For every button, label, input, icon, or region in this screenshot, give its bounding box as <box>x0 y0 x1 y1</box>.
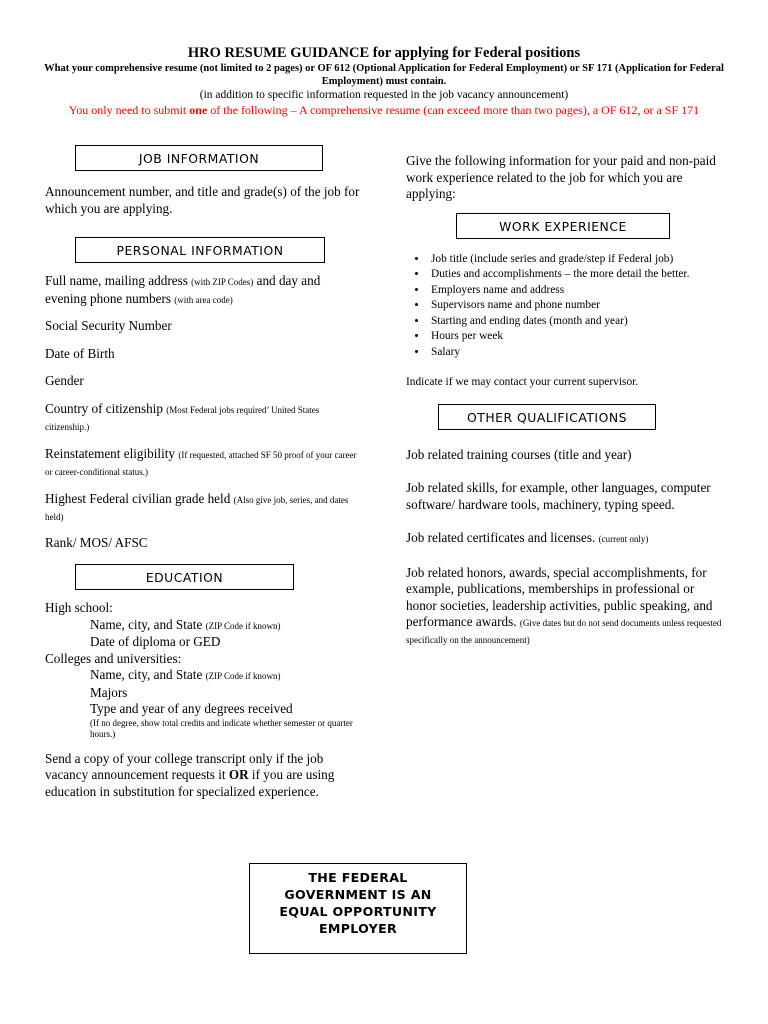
full-name-text: Full name, mailing address <box>45 273 192 288</box>
list-item: • Job title (include series and grade/step if Federal job) <box>428 252 726 268</box>
citizenship-text: Country of citizenship <box>45 400 167 416</box>
grade-note: (Also give job, series, and dates held) <box>45 494 349 522</box>
list-item: • Starting and ending dates (month and year) <box>428 314 726 330</box>
transcript-pre: Send a copy of your college transcript only if the job vacancy announcement requests it <box>45 750 324 782</box>
full-name-item <box>45 273 360 308</box>
work-experience-list <box>406 252 726 361</box>
honors-note: (Give dates but do not send documents unless requested specifically on the announcement) <box>406 618 722 645</box>
area-code-note: (with area code) <box>174 294 233 305</box>
other-qualifications-heading: OTHER QUALIFICATIONS <box>438 404 656 430</box>
citizenship-note: (Most Federal jobs required’ United States citizenship.) <box>45 404 320 432</box>
college-name-text: Name, city, and State <box>90 667 206 682</box>
grade-item <box>45 491 360 526</box>
list-item: • Hours per week <box>428 329 726 345</box>
majors-item: Majors <box>90 684 128 700</box>
list-item: • Employers name and address <box>428 283 726 299</box>
document-title: HRO RESUME GUIDANCE for applying for Federal positions <box>187 45 581 61</box>
transcript-emphasis: OR <box>228 767 249 782</box>
training-item: Job related training courses (title and year) <box>406 446 632 462</box>
phone-text: and day and evening phone numbers <box>45 273 321 306</box>
eeo-line-1: THE FEDERAL <box>308 870 408 885</box>
list-item: • Supervisors name and phone number <box>428 298 726 314</box>
work-experience-heading: WORK EXPERIENCE <box>456 213 670 239</box>
equal-opportunity-statement <box>249 863 467 954</box>
document-header <box>0 45 768 118</box>
degrees-item: Type and year of any degrees received <box>90 701 293 716</box>
college-name-item <box>45 667 360 685</box>
left-column <box>45 145 360 800</box>
hs-name-item <box>45 617 360 635</box>
submission-notice-emphasis: one <box>189 103 208 117</box>
submission-notice-post: of the following – A comprehensive resume (can exceed more than two pages), a OF 612, or a SF 171 <box>207 103 700 117</box>
degrees-note: (If no degree, show total credits and indicate whether semester or quarter hours.) <box>90 717 353 739</box>
certificates-text: Job related certificates and licenses. <box>406 530 599 545</box>
hs-diploma-item: Date of diploma or GED <box>90 634 221 649</box>
rank-item: Rank/ MOS/ AFSC <box>45 534 148 550</box>
transcript-text <box>45 751 360 801</box>
submission-notice-pre: You only need to submit <box>68 103 190 117</box>
zip-note: (with ZIP Codes) <box>191 277 254 287</box>
list-item: • Salary <box>428 345 726 361</box>
work-intro-text: Give the following information for your paid and non-paid work experience related to the job for which you are applying: <box>406 153 716 201</box>
grade-text: Highest Federal civilian grade held <box>45 490 234 506</box>
honors-text: Job related honors, awards, special accomplishments, for example, publications, memberships in professional or honor societies, leadership activities, public speaking, and performance awards. <box>406 564 713 629</box>
ssn-item: Social Security Number <box>45 318 172 333</box>
high-school-label: High school: <box>45 600 113 615</box>
eeo-line-2: GOVERNMENT IS AN <box>284 887 432 902</box>
header-note: (in addition to specific information requested in the job vacancy announcement) <box>199 89 569 101</box>
skills-item: Job related skills, for example, other languages, computer software/ hardware tools, machinery, typing speed. <box>406 480 711 512</box>
college-zip-note: (ZIP Code if known) <box>205 671 281 681</box>
eeo-line-4: EMPLOYER <box>318 921 398 936</box>
transcript-post: if you are using education in substitution for specialized experience. <box>45 767 335 799</box>
hs-name-text: Name, city, and State <box>90 616 206 632</box>
submission-notice <box>0 102 768 118</box>
reinstatement-note: (If requested, attached SF 50 proof of your career or career-conditional status.) <box>45 449 357 477</box>
dob-item: Date of Birth <box>45 345 115 361</box>
hs-zip-note: (ZIP Code if known) <box>205 620 281 631</box>
document-subtitle: What your comprehensive resume (not limited to 2 pages) or OF 612 (Optional Application for Federal Employment) or SF 171 (Application for Federal Employment) must contain. <box>44 63 724 87</box>
eeo-line-3: EQUAL OPPORTUNITY <box>279 904 437 919</box>
list-item: • Duties and accomplishments – the more detail the better. <box>428 267 726 283</box>
education-heading: EDUCATION <box>75 564 294 590</box>
honors-item <box>406 565 726 648</box>
personal-information-heading: PERSONAL INFORMATION <box>75 237 325 263</box>
gender-item: Gender <box>45 373 84 388</box>
certificates-note: (current only) <box>598 534 649 544</box>
certificates-item <box>406 530 726 548</box>
job-information-text: Announcement number, and title and grade(s) of the job for which you are applying. <box>45 184 360 216</box>
citizenship-item <box>45 401 360 436</box>
reinstatement-item <box>45 446 360 481</box>
right-column <box>406 153 726 647</box>
reinstatement-text: Reinstatement eligibility <box>45 445 179 461</box>
supervisor-contact-text: Indicate if we may contact your current supervisor. <box>406 376 639 388</box>
colleges-label: Colleges and universities: <box>45 650 182 666</box>
job-information-heading: JOB INFORMATION <box>75 145 323 171</box>
